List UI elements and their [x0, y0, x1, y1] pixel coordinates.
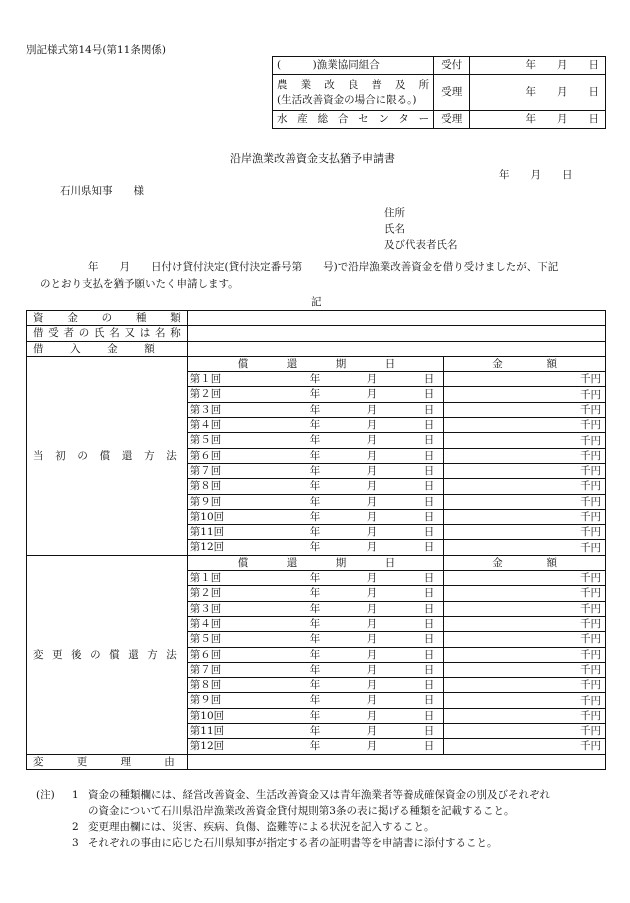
month-label: 月: [366, 648, 378, 661]
orig-schedule-amount-cell[interactable]: [444, 479, 606, 494]
yen-unit: 千円: [580, 373, 601, 386]
orig-schedule-date-cell[interactable]: [187, 494, 443, 509]
yen-unit: 千円: [580, 618, 601, 631]
borrower-text: 借受者の氏名又は名称: [33, 327, 181, 340]
new-schedule-amount-cell[interactable]: [444, 739, 606, 754]
day-label: 日: [423, 419, 435, 432]
reason-label: [27, 754, 188, 769]
yen-unit: 千円: [580, 587, 601, 600]
installment-label: 第６回: [189, 648, 222, 661]
installment-label: 第10回: [189, 709, 225, 722]
yen-unit: 千円: [580, 633, 601, 646]
year-label: 年: [309, 602, 321, 615]
new-schedule-amount-cell[interactable]: [444, 586, 606, 601]
row-reason: [27, 754, 606, 769]
new-schedule-date-cell[interactable]: [187, 647, 443, 662]
yen-unit: 千円: [580, 694, 601, 707]
year-label: 年: [309, 510, 321, 523]
orig-schedule-amount-cell[interactable]: [444, 540, 606, 555]
orig-schedule-amount-cell[interactable]: [444, 372, 606, 387]
installment-label: 第９回: [189, 495, 222, 508]
day-label: 日: [423, 526, 435, 539]
orig-schedule-date-cell[interactable]: [187, 525, 443, 540]
orig-schedule-date-cell[interactable]: [187, 433, 443, 448]
receipt-label-fishery: ( )漁業協同組合: [273, 57, 434, 75]
day-label: 日: [423, 694, 435, 707]
receipt-type-extension: 受理: [434, 75, 470, 111]
orig-schedule-date-cell[interactable]: [187, 387, 443, 402]
fund-type-text: 資金の種類: [33, 312, 181, 325]
day-label: 日: [423, 434, 435, 447]
borrower-value[interactable]: [187, 326, 605, 341]
orig-schedule-amount-cell[interactable]: [444, 494, 606, 509]
year-label: 年: [309, 725, 321, 738]
receipt-row-marine: [273, 111, 606, 129]
main-table: [26, 310, 606, 770]
yen-unit: 千円: [580, 388, 601, 401]
installment-label: 第11回: [189, 725, 225, 738]
orig-schedule-label-text: 当初の償還方法: [33, 449, 177, 462]
new-schedule-date-cell[interactable]: [187, 678, 443, 693]
receipt-table: [272, 56, 606, 129]
row-amount: [27, 341, 606, 356]
note-1-text2: の資金について石川県沿岸漁業改善資金貸付規則第3条の表に掲げる種類を記載すること。: [88, 805, 515, 817]
note-3-text: それぞれの事由に応じた石川県知事が指定する者の証明書等を申請書に添付すること。: [88, 837, 498, 849]
new-schedule-amount-header-text: 金額: [492, 556, 557, 569]
new-schedule-amount-cell[interactable]: [444, 647, 606, 662]
month-label: 月: [366, 373, 378, 386]
year-label: 年: [309, 709, 321, 722]
borrower-label: [27, 326, 188, 341]
installment-label: 第４回: [189, 419, 222, 432]
year-label: 年: [309, 648, 321, 661]
year-label: 年: [309, 373, 321, 386]
day-label: 日: [423, 541, 435, 554]
receipt-date-extension: 年 月 日: [470, 75, 606, 111]
orig-schedule-amount-cell[interactable]: [444, 402, 606, 417]
new-schedule-date-cell[interactable]: [187, 632, 443, 647]
installment-label: 第１回: [189, 373, 222, 386]
new-schedule-period-header: [187, 555, 443, 570]
year-label: 年: [309, 541, 321, 554]
new-schedule-date-cell[interactable]: [187, 693, 443, 708]
month-label: 月: [366, 403, 378, 416]
orig-schedule-date-cell[interactable]: [187, 402, 443, 417]
installment-label: 第６回: [189, 449, 222, 462]
day-label: 日: [423, 449, 435, 462]
day-label: 日: [423, 602, 435, 615]
installment-label: 第２回: [189, 587, 222, 600]
year-label: 年: [309, 663, 321, 676]
yen-unit: 千円: [580, 740, 601, 753]
day-label: 日: [423, 403, 435, 416]
receipt-type-marine: 受理: [434, 111, 470, 129]
installment-label: 第２回: [189, 388, 222, 401]
year-label: 年: [309, 449, 321, 462]
note-2: [36, 819, 616, 835]
installment-label: 第７回: [189, 663, 222, 676]
orig-schedule-amount-header: [444, 356, 606, 371]
orig-schedule-amount-cell[interactable]: [444, 525, 606, 540]
form-number: 別記様式第14号(第11条関係): [26, 44, 166, 56]
body-text-line2: のとおり支払を猶予願いたく申請します。: [40, 278, 239, 290]
note-3-num: 3: [72, 837, 79, 849]
yen-unit: 千円: [580, 663, 601, 676]
month-label: 月: [366, 434, 378, 447]
installment-label: 第10回: [189, 510, 225, 523]
day-label: 日: [423, 709, 435, 722]
day-label: 日: [423, 480, 435, 493]
year-label: 年: [309, 464, 321, 477]
new-schedule-date-cell[interactable]: [187, 708, 443, 723]
fund-type-label: [27, 311, 188, 326]
orig-schedule-date-cell[interactable]: [187, 372, 443, 387]
new-schedule-period-header-text: 償還期日: [237, 556, 396, 569]
yen-unit: 千円: [580, 419, 601, 432]
orig-schedule-date-cell[interactable]: [187, 463, 443, 478]
note-2-text: 変更理由欄には、災害、疾病、負傷、盗難等による状況を記入すること。: [88, 821, 435, 833]
day-label: 日: [423, 617, 435, 630]
new-schedule-amount-cell[interactable]: [444, 724, 606, 739]
application-date: 年 月 日: [499, 169, 573, 181]
year-label: 年: [309, 480, 321, 493]
installment-label: 第３回: [189, 602, 222, 615]
month-label: 月: [366, 510, 378, 523]
reason-value[interactable]: [187, 754, 605, 769]
installment-label: 第12回: [189, 541, 225, 554]
new-schedule-label-text: 変更後の償還方法: [33, 648, 177, 661]
receipt-label-extension: [273, 75, 434, 111]
note-1-text: 資金の種類欄には、経営改善資金、生活改善資金又は青年漁業者等養成確保資金の別及びそれぞれ: [88, 789, 550, 801]
orig-schedule-amount-cell[interactable]: [444, 509, 606, 524]
notes: [36, 787, 616, 851]
new-schedule-amount-cell[interactable]: [444, 662, 606, 677]
new-schedule-amount-cell[interactable]: [444, 678, 606, 693]
new-schedule-amount-cell[interactable]: [444, 571, 606, 586]
new-schedule-date-cell[interactable]: [187, 616, 443, 631]
amount-text: 借入金額: [33, 342, 155, 355]
row-fund-type: [27, 311, 606, 326]
changed-schedule: [27, 555, 606, 754]
orig-schedule-period-header: [187, 356, 443, 371]
note-1: [36, 787, 616, 803]
new-schedule-date-cell[interactable]: [187, 571, 443, 586]
day-label: 日: [423, 587, 435, 600]
orig-schedule-amount-cell[interactable]: [444, 387, 606, 402]
new-schedule-date-cell[interactable]: [187, 739, 443, 754]
orig-schedule-date-cell[interactable]: [187, 509, 443, 524]
yen-unit: 千円: [580, 403, 601, 416]
day-label: 日: [423, 740, 435, 753]
new-schedule-amount-cell[interactable]: [444, 616, 606, 631]
yen-unit: 千円: [580, 526, 601, 539]
reason-text: 変更理由: [33, 755, 175, 768]
year-label: 年: [309, 495, 321, 508]
note-1-num: 1: [72, 789, 79, 801]
installment-label: 第12回: [189, 740, 225, 753]
orig-schedule-amount-header-text: 金額: [492, 358, 557, 371]
note-1-cont: [36, 803, 616, 819]
orig-schedule-amount-cell[interactable]: [444, 433, 606, 448]
installment-label: 第８回: [189, 480, 222, 493]
month-label: 月: [366, 617, 378, 630]
month-label: 月: [366, 633, 378, 646]
applicant-name: 氏名: [384, 223, 405, 235]
year-label: 年: [309, 740, 321, 753]
fund-type-value[interactable]: [187, 311, 605, 326]
day-label: 日: [423, 373, 435, 386]
new-schedule-amount-cell[interactable]: [444, 693, 606, 708]
receipt-row-fishery: [273, 57, 606, 75]
amount-label: [27, 341, 188, 356]
orig-schedule-date-cell[interactable]: [187, 479, 443, 494]
orig-schedule-date-cell[interactable]: [187, 540, 443, 555]
year-label: 年: [309, 633, 321, 646]
day-label: 日: [423, 388, 435, 401]
yen-unit: 千円: [580, 465, 601, 478]
installment-label: 第11回: [189, 526, 225, 539]
yen-unit: 千円: [580, 572, 601, 585]
month-label: 月: [366, 526, 378, 539]
orig-schedule-amount-cell[interactable]: [444, 463, 606, 478]
new-schedule-date-cell[interactable]: [187, 662, 443, 677]
installment-label: 第９回: [189, 694, 222, 707]
orig-schedule-date-cell[interactable]: [187, 418, 443, 433]
new-schedule-amount-header: [444, 555, 606, 570]
orig-schedule-amount-cell[interactable]: [444, 418, 606, 433]
orig-schedule-header-row: [27, 356, 606, 371]
applicant-rep: 及び代表者氏名: [384, 239, 458, 251]
month-label: 月: [366, 541, 378, 554]
original-schedule: [27, 356, 606, 555]
day-label: 日: [423, 679, 435, 692]
receipt-type-fishery: 受付: [434, 57, 470, 75]
installment-label: 第８回: [189, 679, 222, 692]
year-label: 年: [309, 679, 321, 692]
day-label: 日: [423, 648, 435, 661]
orig-schedule-period-header-text: 償還期日: [237, 358, 396, 371]
yen-unit: 千円: [580, 648, 601, 661]
month-label: 月: [366, 740, 378, 753]
month-label: 月: [366, 602, 378, 615]
note-2-num: 2: [72, 821, 79, 833]
new-schedule-amount-cell[interactable]: [444, 632, 606, 647]
year-label: 年: [309, 587, 321, 600]
page-title: 沿岸漁業改善資金支払猶予申請書: [230, 152, 395, 165]
new-schedule-date-cell[interactable]: [187, 724, 443, 739]
month-label: 月: [366, 709, 378, 722]
day-label: 日: [423, 510, 435, 523]
day-label: 日: [423, 725, 435, 738]
receipt-label-marine: 水産総合センター: [273, 111, 434, 129]
body-text-line1: 年 月 日付け貸付決定(貸付決定番号第 号)で沿岸漁業改善資金を借り受けましたが、下記: [88, 261, 559, 273]
ki-label: 記: [311, 296, 322, 308]
year-label: 年: [309, 617, 321, 630]
month-label: 月: [366, 464, 378, 477]
new-schedule-label: [27, 555, 188, 754]
receipt-row-extension: [273, 75, 606, 111]
orig-schedule-date-cell[interactable]: [187, 448, 443, 463]
month-label: 月: [366, 679, 378, 692]
day-label: 日: [423, 464, 435, 477]
new-schedule-date-cell[interactable]: [187, 601, 443, 616]
yen-unit: 千円: [580, 709, 601, 722]
amount-value[interactable]: [187, 341, 605, 356]
new-schedule-date-cell[interactable]: [187, 586, 443, 601]
note-3: [36, 835, 616, 851]
installment-label: 第１回: [189, 572, 222, 585]
yen-unit: 千円: [580, 541, 601, 554]
yen-unit: 千円: [580, 434, 601, 447]
year-label: 年: [309, 526, 321, 539]
installment-label: 第５回: [189, 633, 222, 646]
day-label: 日: [423, 495, 435, 508]
month-label: 月: [366, 587, 378, 600]
installment-label: 第３回: [189, 403, 222, 416]
receipt-date-fishery: 年 月 日: [470, 57, 606, 75]
yen-unit: 千円: [580, 495, 601, 508]
year-label: 年: [309, 403, 321, 416]
year-label: 年: [309, 572, 321, 585]
year-label: 年: [309, 434, 321, 447]
notes-prefix: (注): [36, 789, 55, 801]
month-label: 月: [366, 449, 378, 462]
new-schedule-amount-cell[interactable]: [444, 708, 606, 723]
year-label: 年: [309, 419, 321, 432]
month-label: 月: [366, 495, 378, 508]
installment-label: 第４回: [189, 617, 222, 630]
receipt-label-extension-main: 農業改良普及所: [277, 78, 430, 91]
new-schedule-amount-cell[interactable]: [444, 601, 606, 616]
month-label: 月: [366, 725, 378, 738]
month-label: 月: [366, 388, 378, 401]
receipt-date-marine: 年 月 日: [470, 111, 606, 129]
installment-label: 第７回: [189, 464, 222, 477]
day-label: 日: [423, 572, 435, 585]
orig-schedule-amount-cell[interactable]: [444, 448, 606, 463]
row-borrower: [27, 326, 606, 341]
yen-unit: 千円: [580, 679, 601, 692]
month-label: 月: [366, 694, 378, 707]
applicant-address: 住所: [384, 207, 405, 219]
new-schedule-header-row: [27, 555, 606, 570]
month-label: 月: [366, 663, 378, 676]
day-label: 日: [423, 663, 435, 676]
addressee: 石川県知事 様: [60, 185, 144, 197]
yen-unit: 千円: [580, 511, 601, 523]
month-label: 月: [366, 419, 378, 432]
yen-unit: 千円: [580, 480, 601, 493]
yen-unit: 千円: [580, 602, 601, 615]
month-label: 月: [366, 572, 378, 585]
orig-schedule-label: [27, 356, 188, 555]
month-label: 月: [366, 480, 378, 493]
yen-unit: 千円: [580, 725, 601, 738]
year-label: 年: [309, 388, 321, 401]
installment-label: 第５回: [189, 434, 222, 447]
year-label: 年: [309, 694, 321, 707]
yen-unit: 千円: [580, 449, 601, 462]
receipt-label-extension-sub: (生活改善資金の場合に限る。): [277, 93, 417, 106]
day-label: 日: [423, 633, 435, 646]
